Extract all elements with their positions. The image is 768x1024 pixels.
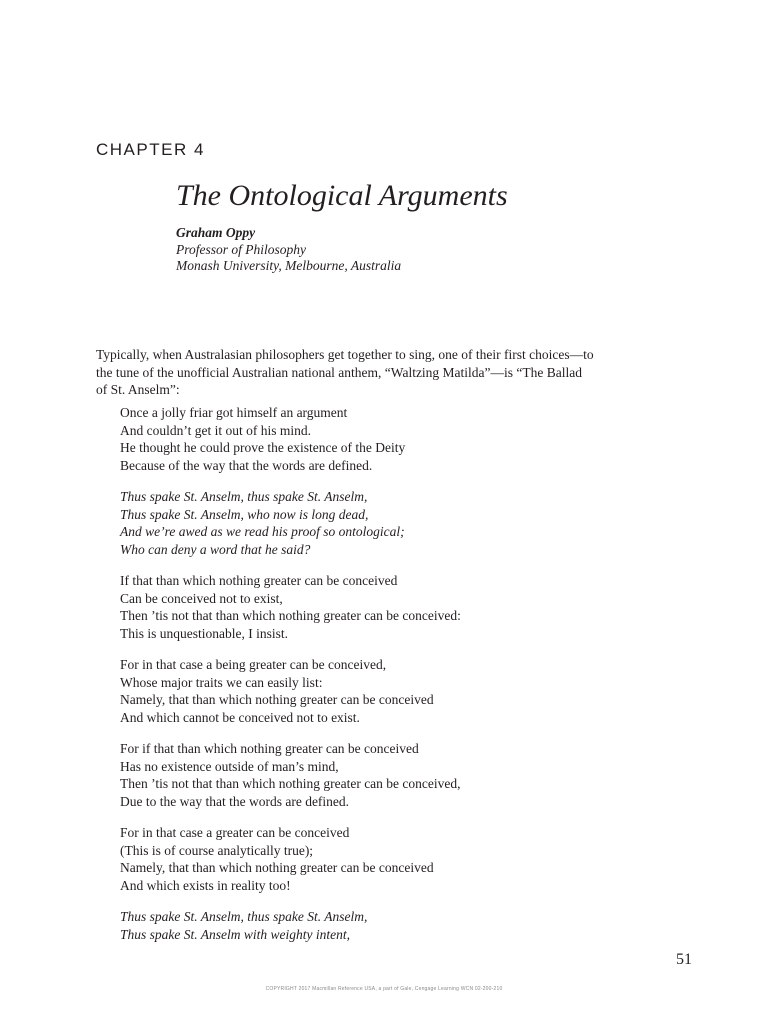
stanza xyxy=(120,572,461,642)
author-position: Professor of Philosophy xyxy=(176,241,306,257)
stanza xyxy=(120,656,461,726)
stanza xyxy=(120,404,461,474)
verse-line: Because of the way that the words are defined. xyxy=(120,457,373,473)
verse-line: Whose major traits we can easily list: xyxy=(120,674,323,690)
verse-line: (This is of course analytically true); xyxy=(120,842,314,858)
verse-line: And we’re awed as we read his proof so ontological; xyxy=(120,524,405,539)
verse-line: And couldn’t get it out of his mind. xyxy=(120,422,311,438)
verse-line: Can be conceived not to exist, xyxy=(120,590,283,606)
verse-line: Who can deny a word that he said? xyxy=(120,541,311,557)
intro-paragraph: Typically, when Australasian philosophers get together to sing, one of their first choices—to the tune of the unofficial Australian national anthem, “Waltzing Matilda”—is “The Ballad of St. Anselm”: xyxy=(96,347,594,397)
verse-line: Namely, that than which nothing greater can be conceived xyxy=(120,860,434,875)
author-block xyxy=(176,225,401,275)
verse-line: For if that than which nothing greater can be conceived xyxy=(120,741,419,756)
verse-line: For in that case a greater can be conceived xyxy=(120,825,350,840)
refrain-stanza xyxy=(120,908,461,943)
author-affiliation: Monash University, Melbourne, Australia xyxy=(176,258,402,273)
verse-line: Then ’tis not that than which nothing greater can be conceived: xyxy=(120,608,461,623)
intro-paragraph-block xyxy=(96,346,596,399)
verse-line: Namely, that than which nothing greater can be conceived xyxy=(120,692,434,707)
verse-line: Thus spake St. Anselm, who now is long dead, xyxy=(120,506,369,522)
stanza xyxy=(120,740,461,810)
author-name: Graham Oppy xyxy=(176,225,256,240)
verse-line: And which exists in reality too! xyxy=(120,877,291,893)
verse-line: And which cannot be conceived not to exist. xyxy=(120,709,360,725)
verse-line: Then ’tis not that than which nothing greater can be conceived, xyxy=(120,776,461,791)
verse-line: He thought he could prove the existence of the Deity xyxy=(120,440,406,455)
verse-line: Due to the way that the words are defined. xyxy=(120,793,350,809)
verse-line: Thus spake St. Anselm, thus spake St. Anselm, xyxy=(120,909,368,924)
page-number: 51 xyxy=(676,951,692,968)
ballad-verses xyxy=(120,404,461,957)
verse-line: If that than which nothing greater can be conceived xyxy=(120,573,398,588)
verse-line: Has no existence outside of man’s mind, xyxy=(120,758,339,774)
refrain-stanza xyxy=(120,488,461,558)
verse-line: This is unquestionable, I insist. xyxy=(120,625,288,641)
chapter-title: The Ontological Arguments xyxy=(176,179,508,212)
verse-line: Thus spake St. Anselm, thus spake St. Anselm, xyxy=(120,489,368,504)
verse-line: For in that case a being greater can be conceived, xyxy=(120,657,387,672)
copyright-notice: COPYRIGHT 2017 Macmillan Reference USA, a part of Gale, Cengage Learning WCN 02-200-210 xyxy=(265,986,503,992)
stanza xyxy=(120,824,461,894)
verse-line: Thus spake St. Anselm with weighty intent, xyxy=(120,926,350,942)
verse-line: Once a jolly friar got himself an argument xyxy=(120,405,348,420)
chapter-label: CHAPTER 4 xyxy=(96,140,205,159)
